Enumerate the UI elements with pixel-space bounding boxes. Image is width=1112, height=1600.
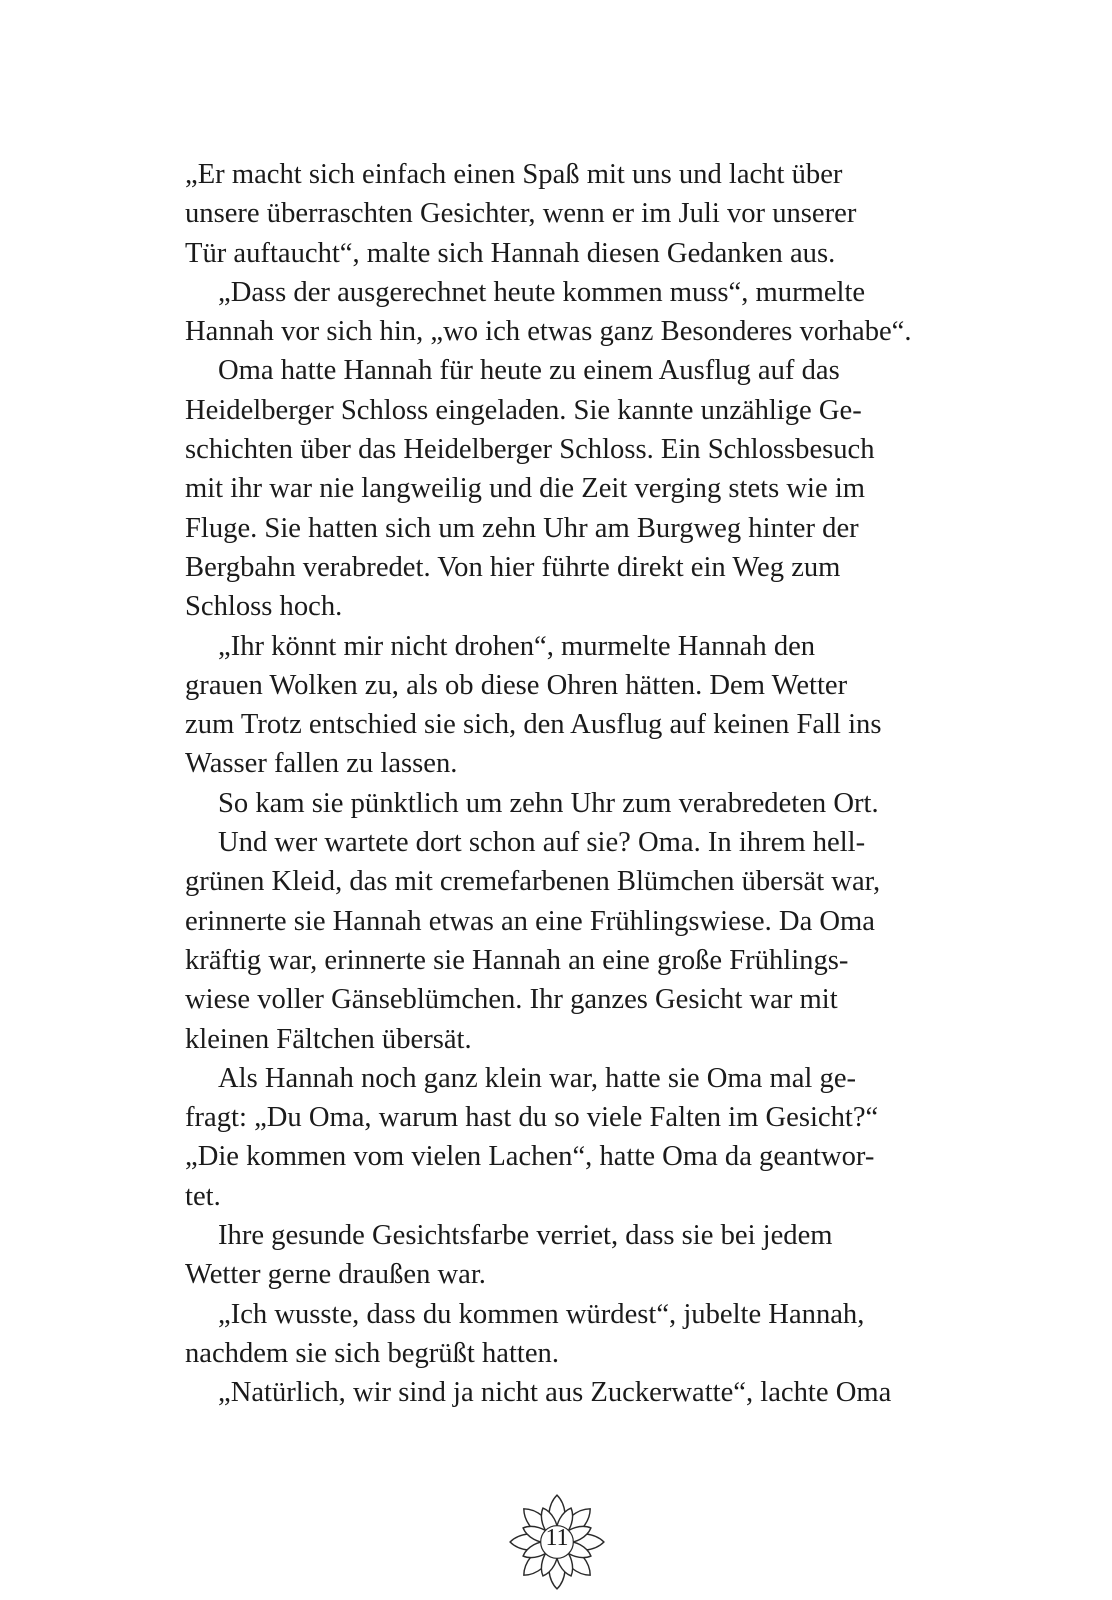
body-text [185,155,955,1413]
text-line: Ihre gesunde Gesichtsfarbe verriet, dass sie bei jedem [218,1220,833,1252]
text-line: „Ihr könnt mir nicht drohen“, murmelte Hannah den [218,630,816,662]
text-line: wiese voller Gänseblümchen. Ihr ganzes Gesicht war mit [185,984,838,1016]
text-line: nachdem sie sich begrüßt hatten. [185,1337,559,1369]
text-line: zum Trotz entschied sie sich, den Ausflug auf keinen Fall ins [185,709,882,741]
page-number: 11 [545,1525,569,1551]
text-line: unsere überraschten Gesichter, wenn er im Juli vor unserer [185,198,857,230]
text-line: erinnerte sie Hannah etwas an eine Frühlingswiese. Da Oma [185,905,875,937]
text-line: Fluge. Sie hatten sich um zehn Uhr am Burgweg hinter der [185,512,859,544]
text-line: tet. [185,1180,221,1212]
text-line: Tür auftaucht“, malte sich Hannah diesen Gedanken aus. [185,237,836,269]
text-line: „Dass der ausgerechnet heute kommen muss“, murmelte [218,276,866,308]
text-line: Heidelberger Schloss eingeladen. Sie kannte unzählige Ge- [185,394,862,426]
text-line: Hannah vor sich hin, „wo ich etwas ganz Besonderes vorhabe“. [185,316,912,348]
text-line: fragt: „Du Oma, warum hast du so viele Falten im Gesicht?“ [185,1102,879,1134]
text-line: Als Hannah noch ganz klein war, hatte sie Oma mal ge- [218,1062,857,1094]
text-line: kräftig war, erinnerte sie Hannah an eine große Frühlings- [185,944,849,976]
text-line: Bergbahn verabredet. Von hier führte direkt ein Weg zum [185,551,841,583]
text-line: Schloss hoch. [185,591,343,623]
text-line: „Die kommen vom vielen Lachen“, hatte Oma da geantwor- [185,1141,875,1173]
text-line: Oma hatte Hannah für heute zu einem Ausflug auf das [218,355,840,387]
text-line: kleinen Fältchen übersät. [185,1023,472,1055]
text-line: mit ihr war nie langweilig und die Zeit verging stets wie im [185,473,866,505]
text-line: grünen Kleid, das mit cremefarbenen Blümchen übersät war, [185,866,881,898]
text-line: schichten über das Heidelberger Schloss. Ein Schlossbesuch [185,434,875,466]
text-line: Und wer wartete dort schon auf sie? Oma. In ihrem hell- [218,827,866,859]
text-line: grauen Wolken zu, als ob diese Ohren hätten. Dem Wetter [185,669,848,701]
text-line: „Ich wusste, dass du kommen würdest“, jubelte Hannah, [218,1298,865,1330]
text-line: „Natürlich, wir sind ja nicht aus Zuckerwatte“, lachte Oma [218,1377,892,1409]
text-line: Wetter gerne draußen war. [185,1259,486,1291]
text-line: „Er macht sich einfach einen Spaß mit uns und lacht über [185,159,843,190]
text-line: So kam sie pünktlich um zehn Uhr zum verabredeten Ort. [218,787,879,819]
text-line: Wasser fallen zu lassen. [185,748,458,780]
